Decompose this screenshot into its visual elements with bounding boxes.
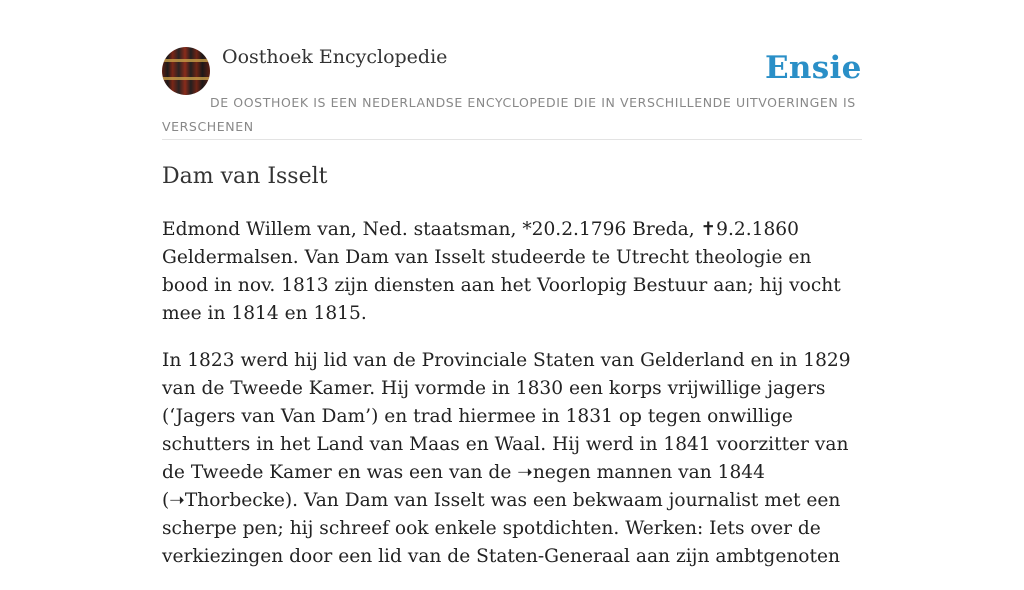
crossref-arrow-icon: ➝ <box>517 462 533 483</box>
paragraph-text: ). Van Dam van Isselt was een bekwaam journalist met een scherpe pen; hij schreef ook enkele spotdichten. Werken: Iets over de verkiezingen door een lid van de Staten-Generaal aan zijn ambtgenoten <box>162 490 841 567</box>
link-label: negen mannen van 1844 <box>532 462 765 483</box>
article-paragraph: Edmond Willem van, Ned. staatsman, *20.2.1796 Breda, ✝9.2.1860 Geldermalsen. Van Dam van Isselt studeerde te Utrecht theologie en bood in nov. 1813 zijn diensten aan het Voorlopig Bestuur aan; hij vocht mee in 1814 en 1815. <box>162 219 841 324</box>
brand-logo[interactable]: Ensie <box>765 50 862 86</box>
paragraph-text: ( <box>162 490 170 511</box>
site-logo-avatar[interactable] <box>162 47 210 95</box>
entry-title: Dam van Isselt <box>162 164 328 189</box>
paragraph-text: In 1823 werd hij lid van de Provinciale Staten van Gelderland en in 1829 van de Tweede Kamer. Hij vormde in 1830 een korps vrijwillige jagers (‘Jagers van Van Dam’) en trad hiermee in 1831 op tegen onwillige schutters in het Land van Maas en Waal. Hij werd in 1841 voorzitter van de Tweede Kamer en was een van de <box>162 350 851 483</box>
article-body <box>162 216 862 590</box>
header-divider <box>162 139 862 140</box>
link-label: Thorbecke <box>184 490 285 511</box>
article-paragraph <box>162 347 862 571</box>
logo-band <box>162 77 210 80</box>
site-tagline: DE OOSTHOEK IS EEN NEDERLANDSE ENCYCLOPEDIE DIE IN VERSCHILLENDE UITVOERINGEN IS VERSCHENEN <box>162 95 856 134</box>
crossref-link-negen-mannen[interactable] <box>517 462 765 483</box>
site-title[interactable]: Oosthoek Encyclopedie <box>222 46 448 68</box>
crossref-arrow-icon: ➝ <box>169 490 185 511</box>
logo-band <box>162 59 210 62</box>
crossref-link-thorbecke[interactable] <box>169 490 285 511</box>
